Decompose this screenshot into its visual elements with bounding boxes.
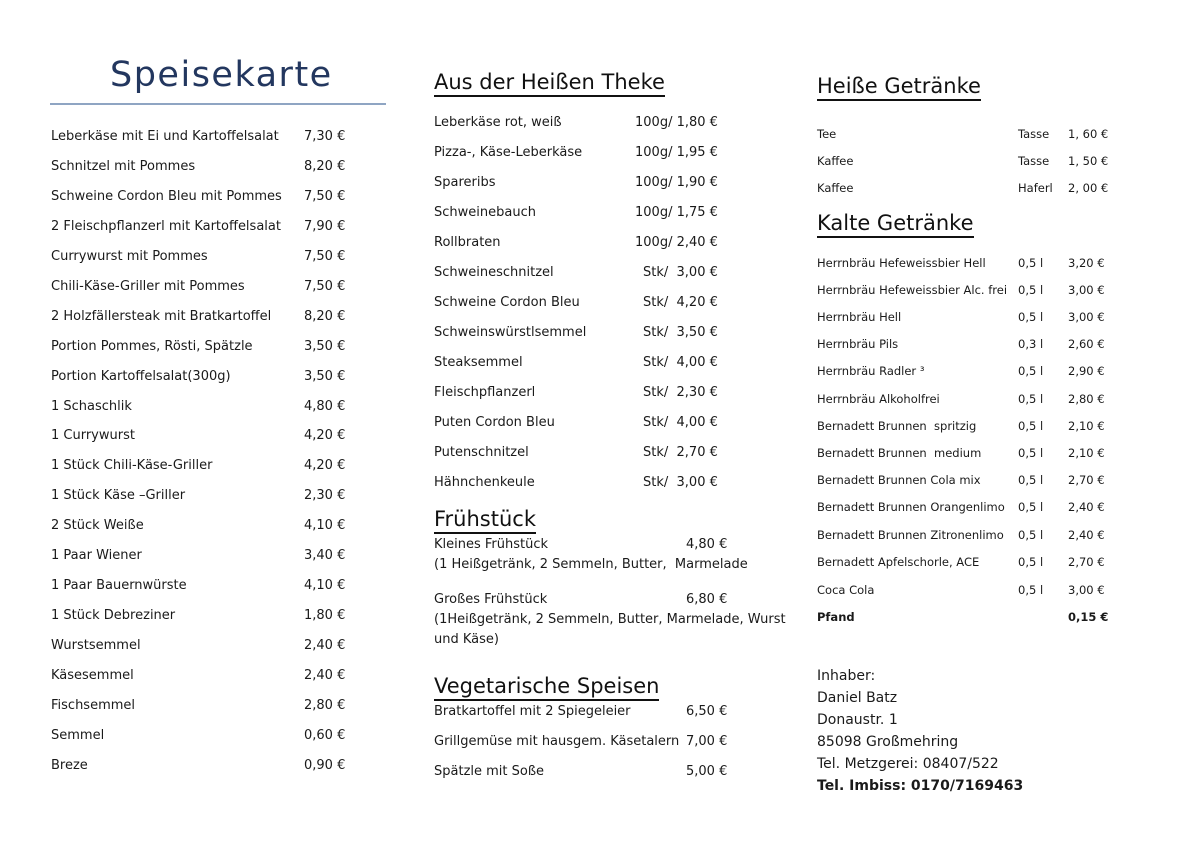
drink-price: 2,60 € <box>1068 337 1105 351</box>
drink-size: 0,5 l <box>1018 446 1044 460</box>
menu-item <box>51 337 351 357</box>
item-price: 2,40 € <box>304 638 346 653</box>
drink-item <box>817 178 1117 198</box>
item-price: 4,20 € <box>304 428 346 443</box>
item-price: 8,20 € <box>304 159 346 174</box>
menu-item <box>434 473 734 493</box>
item-name: Fleischpflanzerl <box>434 385 536 400</box>
item-name: Wurstsemmel <box>51 638 141 653</box>
item-price: Stk/ 4,20 € <box>643 295 718 310</box>
item-name: Spätzle mit Soße <box>434 764 545 779</box>
item-name: Spareribs <box>434 175 496 190</box>
item-price: Stk/ 4,00 € <box>643 415 718 430</box>
item-name: Schweineschnitzel <box>434 265 554 280</box>
drink-size: 0,5 l <box>1018 583 1044 597</box>
item-price: 100g/ 1,90 € <box>635 175 718 190</box>
drink-size: 0,5 l <box>1018 310 1044 324</box>
item-name: Schweinebauch <box>434 205 536 220</box>
item-price: 1,80 € <box>304 608 346 623</box>
menu-item <box>51 456 351 476</box>
item-price: 6,50 € <box>686 704 728 719</box>
item-price: 6,80 € <box>686 592 728 607</box>
item-price: 7,50 € <box>304 189 346 204</box>
item-price: Stk/ 4,00 € <box>643 355 718 370</box>
item-name: 1 Stück Käse –Griller <box>51 488 186 503</box>
owner-line: 85098 Großmehring <box>817 734 959 750</box>
item-price: 0,90 € <box>304 758 346 773</box>
item-price: 3,50 € <box>304 339 346 354</box>
drink-name: Bernadett Brunnen spritzig <box>817 419 977 433</box>
drink-size: 0,5 l <box>1018 528 1044 542</box>
item-name: 1 Stück Chili-Käse-Griller <box>51 458 213 473</box>
item-name: Portion Pommes, Rösti, Spätzle <box>51 339 253 354</box>
item-price: Stk/ 2,30 € <box>643 385 718 400</box>
drink-price: 3,20 € <box>1068 256 1105 270</box>
item-price: 5,00 € <box>686 764 728 779</box>
item-price: 100g/ 1,80 € <box>635 115 718 130</box>
menu-item <box>51 217 351 237</box>
item-price: 0,60 € <box>304 728 346 743</box>
section-heading-vegetarisch: Vegetarische Speisen <box>434 672 659 701</box>
menu-item <box>434 233 734 253</box>
drink-price: 3,00 € <box>1068 583 1105 597</box>
pfand-label: Pfand <box>817 610 855 624</box>
drink-name: Herrnbräu Alkoholfrei <box>817 392 940 406</box>
drink-item <box>817 416 1117 436</box>
menu-item <box>434 762 754 782</box>
drink-price: 2,10 € <box>1068 446 1105 460</box>
owner-line: Tel. Imbiss: 0170/7169463 <box>817 778 1024 794</box>
section-heading-kalte: Kalte Getränke <box>817 209 974 238</box>
drink-item <box>817 470 1117 490</box>
item-name: Schweine Cordon Bleu <box>434 295 580 310</box>
drink-size: Haferl <box>1018 181 1053 195</box>
owner-line: Tel. Metzgerei: 08407/522 <box>817 756 999 772</box>
section-heading-theke: Aus der Heißen Theke <box>434 68 665 97</box>
menu-item <box>51 486 351 506</box>
drink-size: 0,5 l <box>1018 419 1044 433</box>
item-name: Hähnchenkeule <box>434 475 535 490</box>
drink-item <box>817 580 1117 600</box>
menu-item <box>51 307 351 327</box>
item-name: Steaksemmel <box>434 355 523 370</box>
menu-item <box>51 726 351 746</box>
item-name: Großes Frühstück <box>434 592 548 607</box>
item-price: 4,80 € <box>304 399 346 414</box>
menu-item <box>434 702 754 722</box>
drink-item <box>817 307 1117 327</box>
drink-item <box>817 124 1117 144</box>
menu-item <box>51 516 351 536</box>
drink-size: Tasse <box>1018 154 1050 168</box>
drink-name: Herrnbräu Radler ³ <box>817 364 925 378</box>
item-price: 4,20 € <box>304 458 346 473</box>
drink-name: Herrnbräu Pils <box>817 337 899 351</box>
menu-item <box>434 203 734 223</box>
drink-name: Coca Cola <box>817 583 875 597</box>
item-price: 4,10 € <box>304 518 346 533</box>
drink-item <box>817 253 1117 273</box>
menu-item <box>51 696 351 716</box>
drink-name: Bernadett Brunnen Cola mix <box>817 473 981 487</box>
item-price: 7,50 € <box>304 249 346 264</box>
item-price: Stk/ 3,00 € <box>643 265 718 280</box>
drink-size: 0,5 l <box>1018 256 1044 270</box>
pfand-price: 0,15 € <box>1068 610 1109 624</box>
menu-item <box>51 606 351 626</box>
item-price: 4,80 € <box>686 537 728 552</box>
menu-item <box>51 666 351 686</box>
menu-item <box>434 293 734 313</box>
owner-line: Donaustr. 1 <box>817 712 898 728</box>
item-name: Putenschnitzel <box>434 445 529 460</box>
item-name: 1 Stück Debreziner <box>51 608 176 623</box>
drink-name: Bernadett Brunnen Zitronenlimo <box>817 528 1004 542</box>
drink-size: 0,5 l <box>1018 555 1044 569</box>
item-name: Currywurst mit Pommes <box>51 249 208 264</box>
drink-item <box>817 334 1117 354</box>
menu-item <box>434 535 754 555</box>
drink-price: 2,40 € <box>1068 500 1105 514</box>
drink-price: 2,70 € <box>1068 473 1105 487</box>
item-price: 8,20 € <box>304 309 346 324</box>
menu-item <box>434 353 734 373</box>
drink-item <box>817 151 1117 171</box>
drink-price: 2,10 € <box>1068 419 1105 433</box>
item-name: Leberkäse mit Ei und Kartoffelsalat <box>51 129 279 144</box>
item-price: 2,80 € <box>304 698 346 713</box>
item-name: Bratkartoffel mit 2 Spiegeleier <box>434 704 631 719</box>
item-price: 7,00 € <box>686 734 728 749</box>
item-price: 4,10 € <box>304 578 346 593</box>
menu-item <box>51 426 351 446</box>
item-price: 7,50 € <box>304 279 346 294</box>
item-price: 3,40 € <box>304 548 346 563</box>
drink-price: 2,90 € <box>1068 364 1105 378</box>
menu-item <box>434 732 754 752</box>
drink-price: 3,00 € <box>1068 283 1105 297</box>
drink-item <box>817 497 1117 517</box>
item-name: 2 Stück Weiße <box>51 518 144 533</box>
drink-name: Bernadett Brunnen Orangenlimo <box>817 500 1005 514</box>
item-price: 2,30 € <box>304 488 346 503</box>
drink-price: 2,40 € <box>1068 528 1105 542</box>
item-name: 2 Fleischpflanzerl mit Kartoffelsalat <box>51 219 281 234</box>
item-price: 2,40 € <box>304 668 346 683</box>
drink-price: 3,00 € <box>1068 310 1105 324</box>
item-name: Semmel <box>51 728 105 743</box>
menu-item <box>434 443 734 463</box>
menu-item <box>51 546 351 566</box>
menu-item <box>434 590 754 610</box>
menu-item <box>51 367 351 387</box>
drink-item <box>817 389 1117 409</box>
title-divider <box>50 103 386 105</box>
menu-item <box>434 413 734 433</box>
item-name: Schweinswürstlsemmel <box>434 325 587 340</box>
item-price: Stk/ 3,50 € <box>643 325 718 340</box>
drink-name: Tee <box>817 127 837 141</box>
drink-item <box>817 552 1117 572</box>
drink-size: Tasse <box>1018 127 1050 141</box>
item-name: Chili-Käse-Griller mit Pommes <box>51 279 245 294</box>
item-price: 100g/ 1,95 € <box>635 145 718 160</box>
item-name: Grillgemüse mit hausgem. Käsetalern <box>434 734 680 749</box>
item-name: Breze <box>51 758 88 773</box>
menu-item <box>434 383 734 403</box>
item-name: 1 Paar Wiener <box>51 548 142 563</box>
item-description: (1Heißgetränk, 2 Semmeln, Butter, Marmelade, Wurst <box>434 612 786 627</box>
item-price: 7,90 € <box>304 219 346 234</box>
menu-item <box>434 263 734 283</box>
menu-item <box>434 323 734 343</box>
menu-item <box>434 113 734 133</box>
item-name: Fischsemmel <box>51 698 136 713</box>
drink-item <box>817 280 1117 300</box>
item-description: und Käse) <box>434 632 499 647</box>
item-name: Kleines Frühstück <box>434 537 549 552</box>
drink-size: 0,5 l <box>1018 473 1044 487</box>
item-name: Leberkäse rot, weiß <box>434 115 562 130</box>
menu-item <box>51 397 351 417</box>
item-description: (1 Heißgetränk, 2 Semmeln, Butter, Marmelade <box>434 557 748 572</box>
menu-item <box>434 173 734 193</box>
item-name: Puten Cordon Bleu <box>434 415 555 430</box>
item-name: Rollbraten <box>434 235 501 250</box>
menu-item <box>51 636 351 656</box>
drink-name: Kaffee <box>817 181 854 195</box>
drink-size: 0,5 l <box>1018 283 1044 297</box>
item-name: 1 Paar Bauernwürste <box>51 578 187 593</box>
menu-item <box>51 157 351 177</box>
drink-price: 1, 50 € <box>1068 154 1109 168</box>
item-name: Schweine Cordon Bleu mit Pommes <box>51 189 282 204</box>
drink-name: Bernadett Apfelschorle, ACE <box>817 555 980 569</box>
section-heading-fruehstueck: Frühstück <box>434 505 536 534</box>
page-title: Speisekarte <box>110 55 333 95</box>
menu-item <box>51 277 351 297</box>
drink-item <box>817 361 1117 381</box>
drink-name: Herrnbräu Hefeweissbier Alc. frei <box>817 283 1008 297</box>
menu-item <box>51 127 351 147</box>
item-name: Schnitzel mit Pommes <box>51 159 196 174</box>
item-name: Portion Kartoffelsalat(300g) <box>51 369 231 384</box>
item-name: 2 Holzfällersteak mit Bratkartoffel <box>51 309 272 324</box>
item-price: Stk/ 3,00 € <box>643 475 718 490</box>
item-name: Pizza-, Käse-Leberkäse <box>434 145 583 160</box>
menu-item <box>434 143 734 163</box>
drink-price: 1, 60 € <box>1068 127 1109 141</box>
drink-price: 2,80 € <box>1068 392 1105 406</box>
drink-size: 0,5 l <box>1018 500 1044 514</box>
drink-item <box>817 525 1117 545</box>
drink-size: 0,5 l <box>1018 392 1044 406</box>
item-price: 100g/ 2,40 € <box>635 235 718 250</box>
item-price: 3,50 € <box>304 369 346 384</box>
drink-price: 2, 00 € <box>1068 181 1109 195</box>
drink-name: Kaffee <box>817 154 854 168</box>
item-name: Käsesemmel <box>51 668 134 683</box>
section-heading-heisse: Heiße Getränke <box>817 72 981 101</box>
item-price: 7,30 € <box>304 129 346 144</box>
drink-size: 0,5 l <box>1018 364 1044 378</box>
item-price: Stk/ 2,70 € <box>643 445 718 460</box>
drink-name: Herrnbräu Hell <box>817 310 902 324</box>
menu-item <box>51 576 351 596</box>
drink-size: 0,3 l <box>1018 337 1044 351</box>
drink-price: 2,70 € <box>1068 555 1105 569</box>
item-price: 100g/ 1,75 € <box>635 205 718 220</box>
menu-item <box>51 756 351 776</box>
drink-item <box>817 443 1117 463</box>
owner-line: Inhaber: <box>817 668 876 684</box>
owner-line: Daniel Batz <box>817 690 898 706</box>
item-name: 1 Currywurst <box>51 428 135 443</box>
pfand-row <box>817 607 1117 627</box>
menu-item <box>51 187 351 207</box>
drink-name: Bernadett Brunnen medium <box>817 446 982 460</box>
item-name: 1 Schaschlik <box>51 399 132 414</box>
drink-name: Herrnbräu Hefeweissbier Hell <box>817 256 986 270</box>
menu-item <box>51 247 351 267</box>
